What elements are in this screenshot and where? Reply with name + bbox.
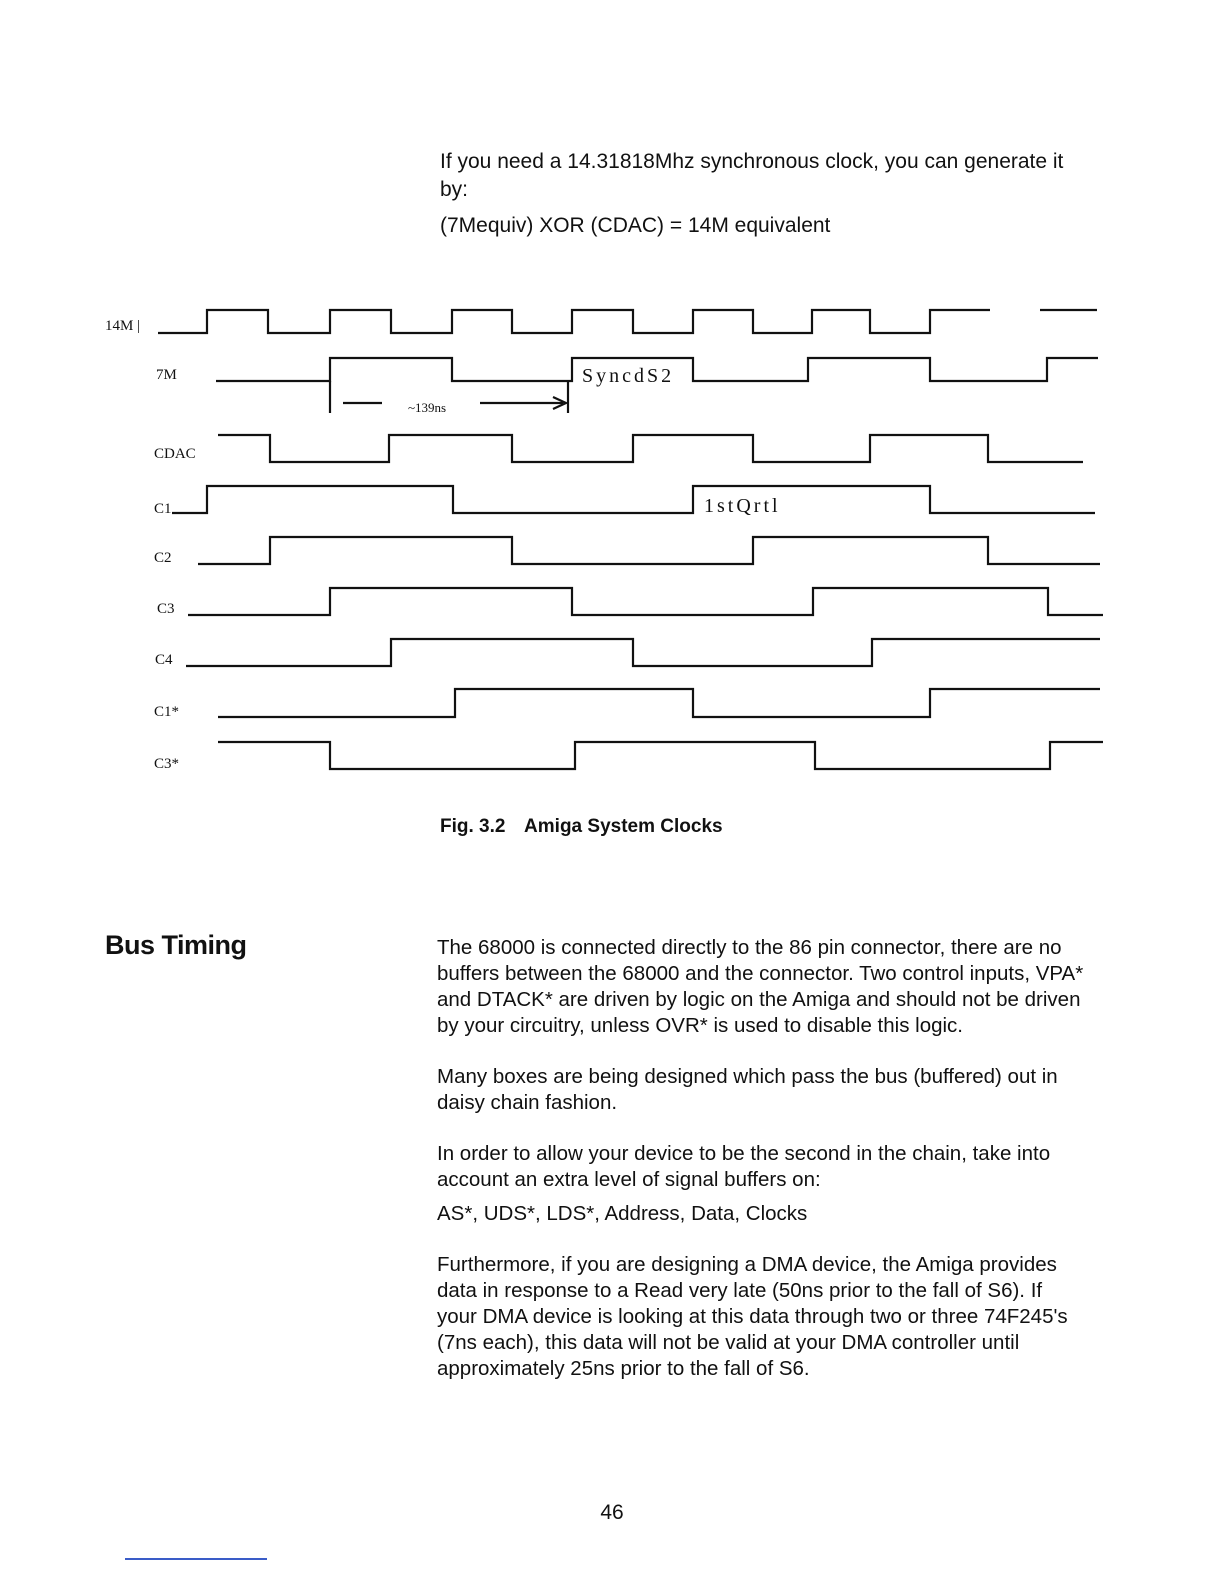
waveform-14m	[158, 310, 1097, 333]
signal-label-c2: C2	[154, 550, 172, 566]
signal-label-14m: 14M |	[105, 318, 141, 334]
timing-diagram	[0, 290, 1224, 790]
paragraph: Furthermore, if you are designing a DMA device, the Amiga provides data in response to a Read very late (50ns prior to the fall of S6). If your DMA device is looking at this data through two or three 74F245's (7ns each), this data will not be valid at your DMA controller until approximately 25ns prior to the fall of S6.	[437, 1253, 1068, 1380]
period-label: ~139ns	[408, 400, 447, 415]
signal-list: AS*, UDS*, LDS*, Address, Data, Clocks	[437, 1202, 808, 1225]
figure-caption	[440, 816, 723, 838]
signal-label-c1-star: C1*	[154, 704, 180, 720]
signal-label-c4: C4	[155, 652, 173, 668]
signal-label-cdac: CDAC	[154, 446, 196, 462]
intro-text	[440, 148, 1090, 248]
sync-annotation: SyncdS2	[582, 365, 675, 387]
waveform-c1	[172, 486, 1095, 513]
signal-label-c1: C1	[154, 501, 172, 517]
waveform-c3	[188, 588, 1103, 615]
figure-number: Fig. 3.2	[440, 816, 506, 837]
signal-label-c3-star: C3*	[154, 756, 180, 772]
paragraph: The 68000 is connected directly to the 86 pin connector, there are no buffers between the 68000 and the connector. Two control inputs, VPA* and DTACK* are driven by logic on the Amiga and should not be driven by your circuitry, unless OVR* is used to disable this logic.	[437, 936, 1084, 1037]
paragraph: In order to allow your device to be the second in the chain, take into account an extra level of signal buffers on:	[437, 1142, 1051, 1191]
period-annotation	[330, 381, 568, 413]
figure-title: Amiga System Clocks	[524, 816, 723, 837]
waveform-c1-star	[218, 689, 1100, 717]
paragraph: Many boxes are being designed which pass the bus (buffered) out in daisy chain fashion.	[437, 1065, 1058, 1114]
signal-label-c3: C3	[157, 601, 175, 617]
waveform-c3-star	[218, 742, 1103, 769]
page-number: 46	[600, 1501, 624, 1524]
quarter-annotation: 1stQrtl	[704, 495, 781, 517]
section-body	[437, 935, 1087, 1407]
waveform-c4	[186, 639, 1100, 666]
intro-line-2: (7Mequiv) XOR (CDAC) = 14M equivalent	[440, 214, 831, 237]
waveform-c2	[198, 537, 1100, 564]
section-heading: Bus Timing	[105, 930, 247, 960]
intro-line-1: If you need a 14.31818Mhz synchronous clock, you can generate it by:	[440, 150, 1064, 201]
waveform-cdac	[218, 435, 1083, 462]
signal-label-7m: 7M	[156, 367, 177, 383]
footer-rule	[125, 1558, 267, 1560]
